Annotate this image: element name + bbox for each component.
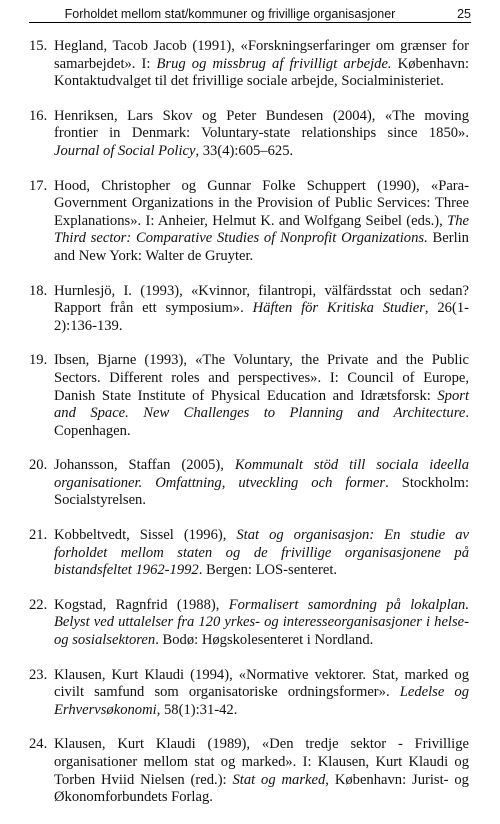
reference-entry — [29, 108, 469, 161]
reference-text-part: Hegland, Tacob Jacob (1991), «Forskningserfaringer om grænser for samarbejdet». I: — [54, 38, 469, 72]
reference-entry — [29, 283, 469, 336]
reference-text — [54, 597, 469, 648]
reference-entry — [29, 352, 469, 440]
reference-text-part: . Stockholm: Socialstyrelsen. — [54, 474, 470, 509]
reference-entry — [29, 597, 469, 650]
reference-text-part: , 58(1):31-42. — [156, 701, 238, 718]
reference-text-part: Klausen, Kurt Klaudi (1989), «Den tredje sektor - Frivillige organisationer mellom stat og marked». I: Klausen, Kurt Klaudi og Torben Hviid Nielsen (red.): — [54, 736, 469, 788]
reference-number: 18. — [29, 282, 48, 299]
reference-title-italic: Sport and Space. New Challenges to Planning and Architecture — [54, 387, 469, 422]
reference-text-part: . Copenhagen. — [54, 405, 469, 439]
reference-text — [54, 178, 469, 264]
reference-number: 24. — [29, 736, 48, 753]
reference-text — [54, 457, 469, 508]
reference-entry — [29, 667, 469, 720]
reference-number: 23. — [29, 666, 48, 683]
reference-text — [54, 108, 469, 159]
reference-entry — [29, 38, 469, 91]
reference-text-part: . Bergen: LOS-senteret. — [198, 562, 338, 579]
reference-number: 17. — [29, 177, 48, 194]
reference-title-italic: Brug og missbrug af frivilligt arbejde. — [156, 55, 392, 72]
reference-text-part: . Bodø: Høgskolesenteret i Nordland. — [155, 632, 374, 649]
reference-title-italic: Häften för Kritiska Studier — [252, 300, 425, 317]
reference-text — [54, 667, 469, 718]
reference-text-part: Berlin and New York: Walter de Gruyter. — [54, 230, 469, 264]
reference-title-italic: Stat og organisasjon: En studie av forholdet mellom staten og de frivillige organisasjonene på bistandsfeltet 1962-1992 — [54, 527, 469, 579]
reference-text — [54, 283, 469, 334]
reference-entry — [29, 527, 469, 580]
reference-text-part: Kogstad, Ragnfrid (1988), — [54, 596, 229, 613]
reference-entry — [29, 178, 469, 266]
reference-entry — [29, 457, 469, 510]
reference-title-italic: Journal of Social Policy — [54, 142, 196, 159]
reference-number: 22. — [29, 596, 48, 613]
reference-text — [54, 38, 469, 89]
page-number: 25 — [457, 7, 471, 21]
running-title: Forholdet mellom stat/kommuner og frivillige organisasjoner — [64, 7, 396, 21]
reference-text-part: Klausen, Kurt Klaudi (1994), «Normative vektorer. Stat, marked og civilt samfund som organisatoriske ordningsformer». — [54, 666, 469, 701]
reference-text-part: København: Kontaktudvalget til det frivillige sociale arbejde, Socialministeriet. — [54, 55, 469, 90]
reference-number: 21. — [29, 527, 48, 544]
reference-text-part: Kobbeltvedt, Sissel (1996), — [54, 527, 237, 544]
reference-number: 15. — [29, 38, 48, 54]
reference-title-italic: Formalisert samordning på lokalplan. Belyst ved uttalelser fra 120 yrkes- og interesseorganisasjoner i helse- og sosialsektoren — [54, 596, 469, 649]
reference-title-italic: The Third sector: Comparative Studies of Nonprofit Organizations. — [54, 212, 469, 247]
reference-text-part: Johansson, Staffan (2005), — [54, 457, 235, 474]
reference-title-italic: Stat og marked — [232, 771, 326, 788]
reference-text-part: Hurnlesjö, I. (1993), «Kvinnor, filantropi, välfärdsstat och sedan? Rapport från ett symposium». — [54, 282, 469, 317]
reference-text — [54, 736, 469, 805]
reference-text-part: , København: Jurist- og Økonomforbundets Forlag. — [54, 771, 469, 806]
reference-text-part: Ibsen, Bjarne (1993), «The Voluntary, the Private and the Public Sectors. Different roles and perspectives». I: Council of Europe, Danish State Institute of Physical Education and Idrætsforsk: — [54, 352, 469, 404]
reference-title-italic: Ledelse og Erhvervsøkonomi — [54, 684, 469, 718]
reference-number: 16. — [29, 107, 48, 124]
reference-text — [54, 352, 469, 438]
reference-number: 19. — [29, 352, 48, 369]
reference-title-italic: Kommunalt stöd till sociala ideella organisationer. Omfattning, utveckling och former — [54, 457, 469, 491]
running-header — [29, 6, 471, 23]
reference-number: 20. — [29, 457, 48, 474]
reference-text — [54, 527, 469, 578]
reference-text-part: , 26(1-2):136-139. — [54, 300, 469, 334]
reference-text-part: , 33(4):605–625. — [195, 142, 294, 159]
reference-entry — [29, 736, 469, 806]
reference-list — [29, 38, 469, 824]
reference-text-part: Henriksen, Lars Skov og Peter Bundesen (2004), «The moving frontier in Denmark: Voluntary-state relationships since 1850». — [54, 107, 469, 142]
reference-text-part: Hood, Christopher og Gunnar Folke Schuppert (1990), «Para-Government Organizations in the Provision of Public Services: Three Explanations». I: Anheier, Helmut K. and Wolfgang Seibel (eds.), — [54, 177, 469, 229]
